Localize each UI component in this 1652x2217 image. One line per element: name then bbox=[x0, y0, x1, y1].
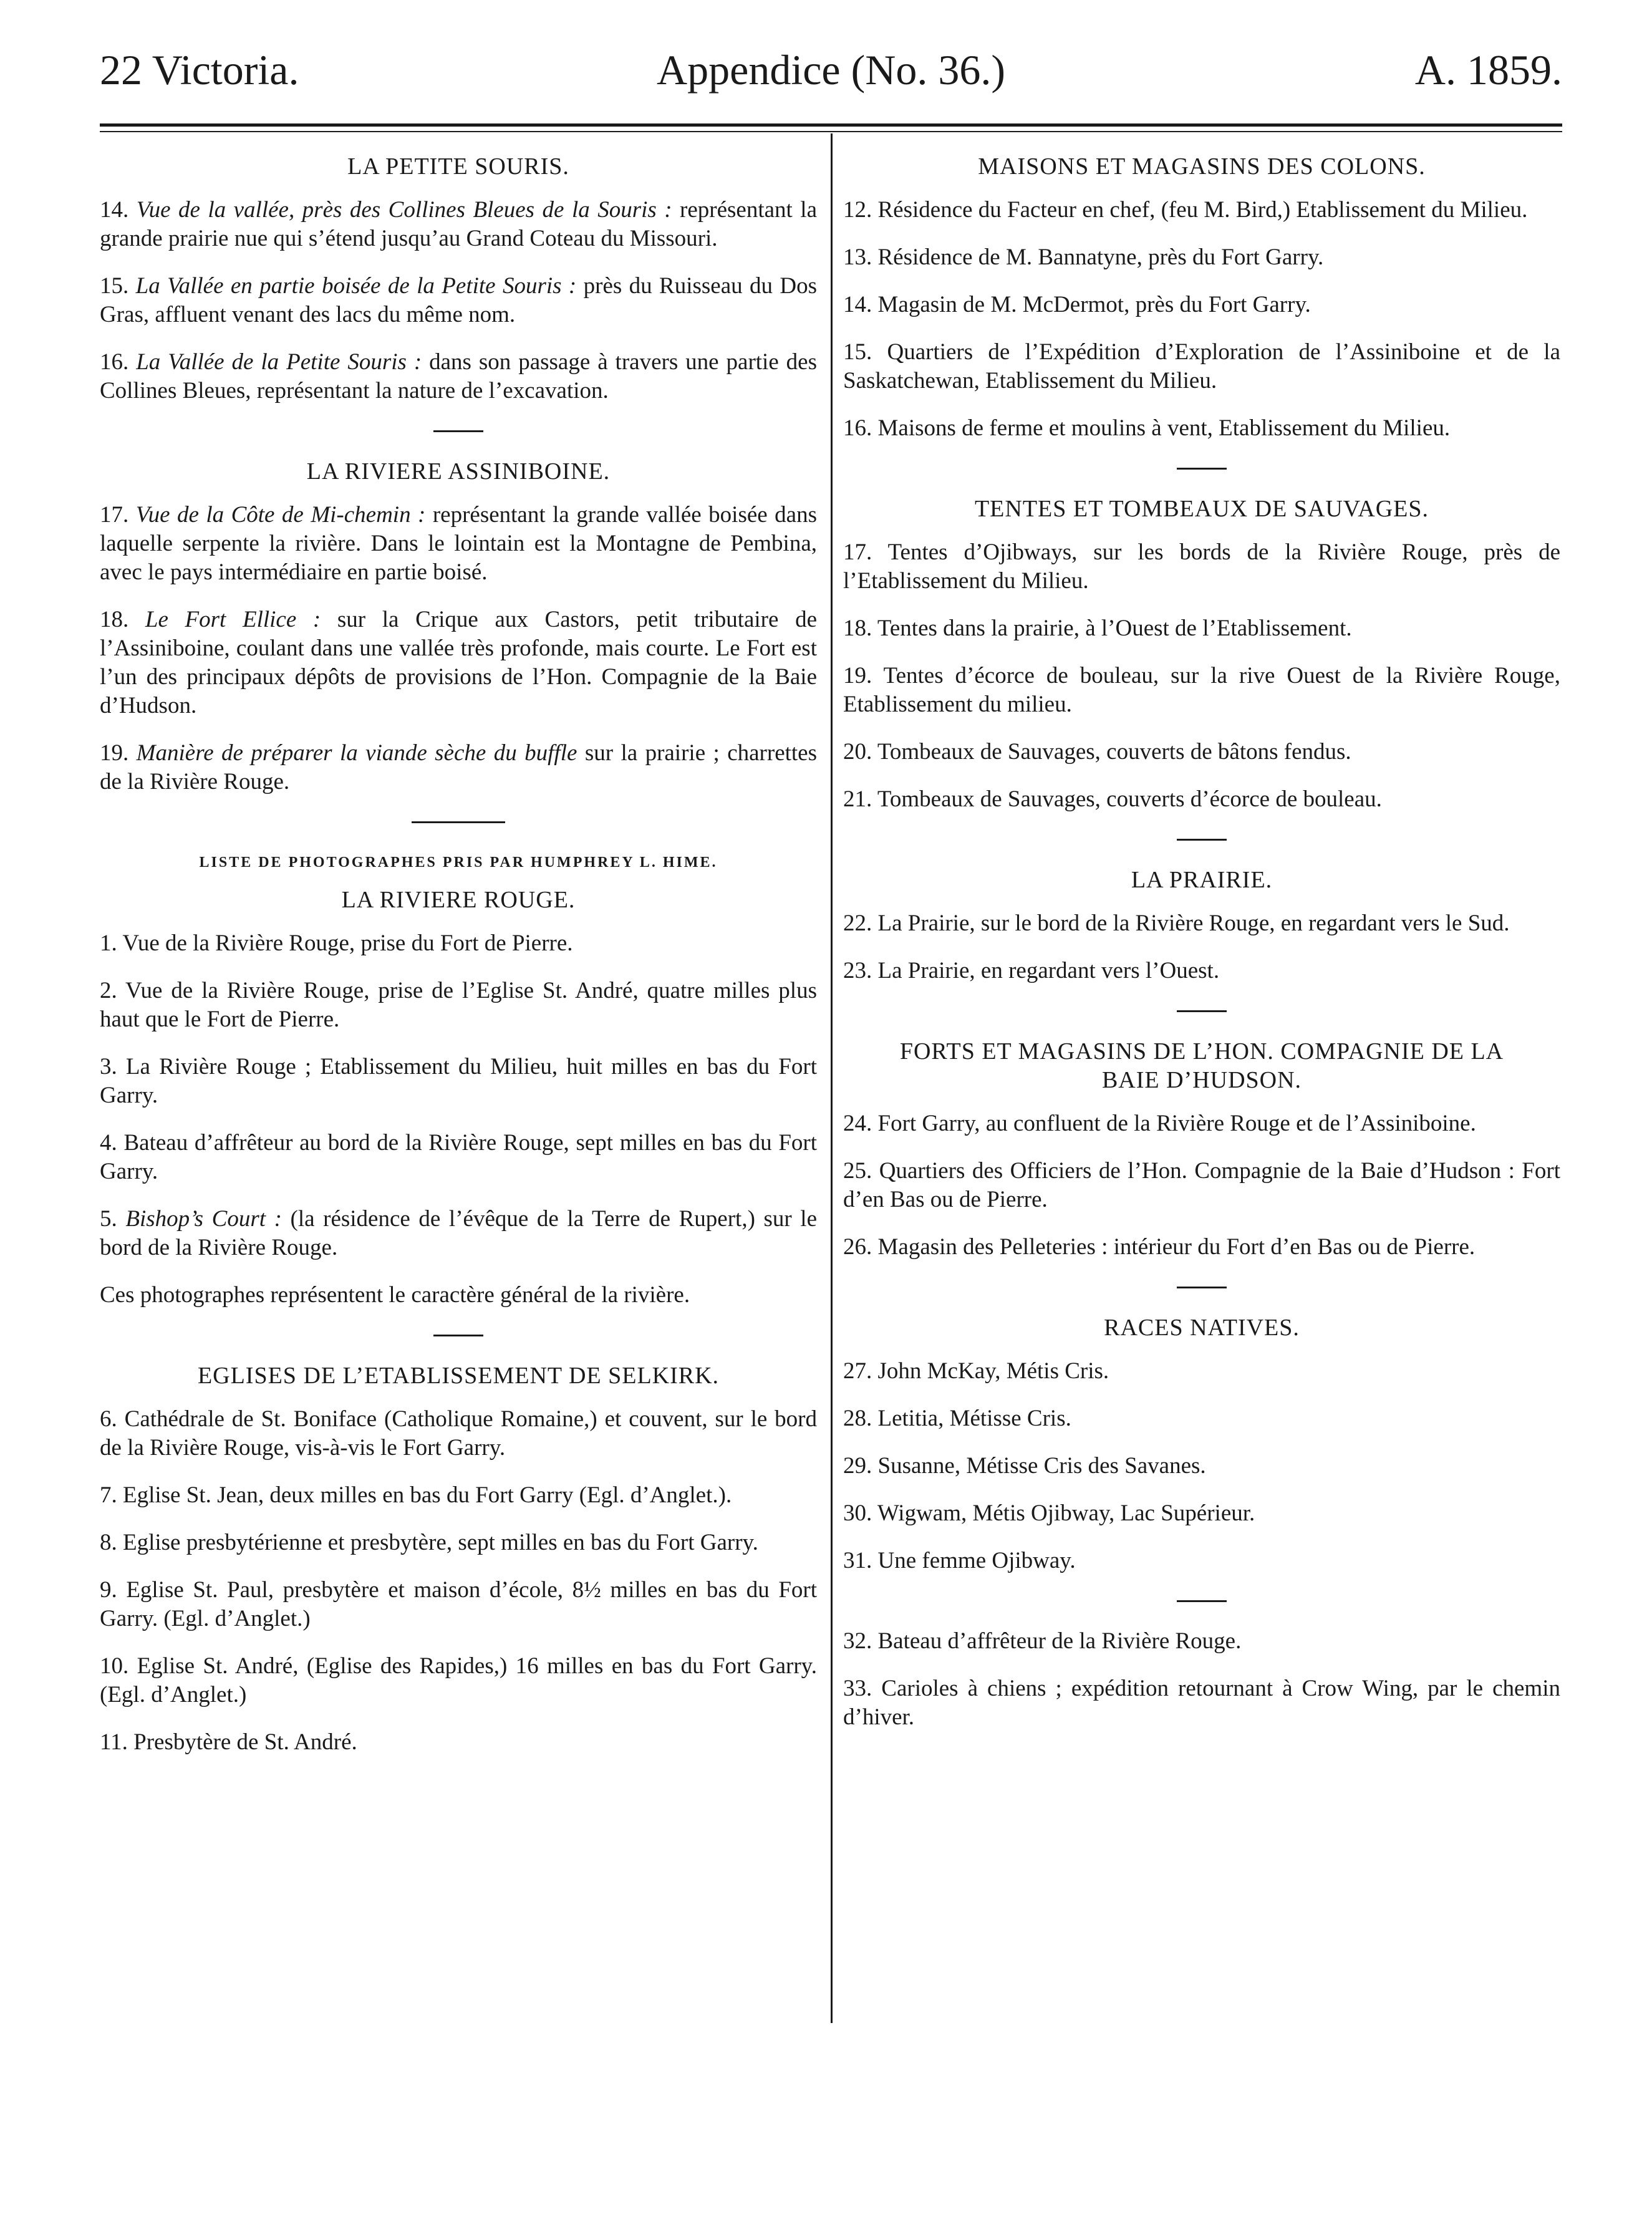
item-number: 27. bbox=[843, 1358, 872, 1384]
list-item bbox=[843, 1674, 1560, 1732]
list-item bbox=[843, 196, 1560, 225]
item-italic-title: Bishop’s Court : bbox=[125, 1206, 282, 1232]
list-item bbox=[100, 1529, 817, 1557]
item-text: La Rivière Rouge ; Etablissement du Milieu, huit milles en bas du Fort Garry. bbox=[100, 1054, 817, 1108]
section-separator bbox=[433, 1335, 483, 1336]
item-number: 8. bbox=[100, 1530, 117, 1555]
section-title-races: RACES NATIVES. bbox=[1104, 1315, 1300, 1341]
item-number: 18. bbox=[843, 616, 872, 641]
item-text: Bateau d’affrêteur de la Rivière Rouge. bbox=[877, 1628, 1242, 1654]
list-item bbox=[843, 1157, 1560, 1214]
list-item bbox=[843, 1357, 1560, 1386]
list-item bbox=[843, 785, 1560, 814]
list-item bbox=[843, 909, 1560, 938]
item-number: 22. bbox=[843, 910, 872, 936]
section-title-riviere-rouge: LA RIVIERE ROUGE. bbox=[341, 887, 576, 913]
item-text: dans son passage à travers une partie des Collines Bleues, représentant la nature de l’excavation. bbox=[100, 349, 817, 403]
list-item bbox=[843, 1233, 1560, 1262]
item-text: (la résidence de l’évêque de la Terre de Rupert,) sur le bord de la Rivière Rouge. bbox=[100, 1206, 817, 1260]
item-number: 16. bbox=[843, 415, 872, 441]
item-text: La Prairie, sur le bord de la Rivière Rouge, en regardant vers le Sud. bbox=[877, 910, 1510, 936]
list-item bbox=[100, 977, 817, 1034]
item-text: Tombeaux de Sauvages, couverts d’écorce de bouleau. bbox=[877, 786, 1382, 812]
section-separator bbox=[1177, 1010, 1227, 1012]
list-item bbox=[100, 1053, 817, 1110]
item-text: représentant la grande vallée boisée dans laquelle serpente la rivière. Dans le lointain est la Montagne de Pembina, avec le pays intermédiaire en partie boisé. bbox=[100, 502, 817, 585]
item-number: 9. bbox=[100, 1577, 117, 1603]
list-item bbox=[100, 1652, 817, 1709]
item-text: sur la Crique aux Castors, petit tributaire de l’Assiniboine, coulant dans une vallée très profonde, mais courte. Le Fort est l’un des principaux dépôts de provisions de l’Hon. Compagnie de la Baie d’Hudson. bbox=[100, 607, 817, 718]
item-text: Fort Garry, au confluent de la Rivière Rouge et de l’Assiniboine. bbox=[877, 1111, 1476, 1136]
section-title-forts-line2: BAIE D’HUDSON. bbox=[1101, 1067, 1302, 1093]
list-item bbox=[843, 1627, 1560, 1656]
item-number: 15. bbox=[843, 339, 872, 365]
section-separator bbox=[412, 821, 505, 823]
item-italic-title: Le Fort Ellice : bbox=[145, 607, 321, 632]
section-title-forts bbox=[843, 1037, 1560, 1094]
list-item bbox=[100, 501, 817, 587]
list-item bbox=[843, 414, 1560, 443]
item-text: Magasin des Pelleteries : intérieur du Fort d’en Bas ou de Pierre. bbox=[877, 1234, 1476, 1260]
item-text: Résidence du Facteur en chef, (feu M. Bird,) Etablissement du Milieu. bbox=[877, 197, 1528, 223]
section-separator bbox=[1177, 839, 1227, 841]
section-title-forts-line1: FORTS ET MAGASINS DE L’HON. COMPAGNIE DE LA bbox=[899, 1038, 1504, 1065]
column-divider bbox=[831, 133, 833, 2023]
item-text: Presbytère de St. André. bbox=[133, 1729, 357, 1755]
item-number: 16. bbox=[100, 349, 129, 375]
list-item bbox=[843, 1452, 1560, 1480]
item-text: Vue de la Rivière Rouge, prise du Fort de Pierre. bbox=[122, 930, 573, 956]
section-separator bbox=[1177, 1287, 1227, 1288]
list-item bbox=[843, 614, 1560, 643]
item-text: Quartiers des Officiers de l’Hon. Compagnie de la Baie d’Hudson : Fort d’en Bas ou de Pierre. bbox=[843, 1158, 1560, 1212]
item-number: 20. bbox=[843, 739, 872, 765]
item-text: Une femme Ojibway. bbox=[877, 1548, 1076, 1573]
item-text: Tombeaux de Sauvages, couverts de bâtons fendus. bbox=[877, 739, 1351, 765]
item-number: 31. bbox=[843, 1548, 872, 1573]
section-title-tentes: TENTES ET TOMBEAUX DE SAUVAGES. bbox=[974, 496, 1429, 522]
item-italic-title: La Vallée en partie boisée de la Petite Souris : bbox=[135, 273, 577, 299]
section-title-prairie: LA PRAIRIE. bbox=[1131, 867, 1273, 893]
item-number: 4. bbox=[100, 1130, 117, 1156]
item-text: Eglise presbytérienne et presbytère, sept milles en bas du Fort Garry. bbox=[123, 1530, 758, 1555]
list-item bbox=[100, 1405, 817, 1462]
item-number: 24. bbox=[843, 1111, 872, 1136]
list-item bbox=[843, 957, 1560, 985]
item-italic-title: La Vallée de la Petite Souris : bbox=[136, 349, 422, 375]
item-text: John McKay, Métis Cris. bbox=[877, 1358, 1109, 1384]
list-item bbox=[100, 929, 817, 958]
section-separator bbox=[433, 430, 483, 432]
section-title-assiniboine: LA RIVIERE ASSINIBOINE. bbox=[306, 458, 611, 485]
list-item bbox=[843, 1547, 1560, 1575]
list-item bbox=[100, 739, 817, 796]
list-item bbox=[100, 1481, 817, 1510]
item-number: 18. bbox=[100, 607, 129, 632]
list-item bbox=[100, 606, 817, 720]
section-title-petite-souris: LA PETITE SOURIS. bbox=[347, 153, 569, 180]
section-title-eglises: EGLISES DE L’ETABLISSEMENT DE SELKIRK. bbox=[197, 1363, 720, 1389]
item-number: 10. bbox=[100, 1653, 129, 1679]
item-number: 33. bbox=[843, 1676, 872, 1701]
left-column bbox=[100, 143, 817, 1775]
item-number: 5. bbox=[100, 1206, 117, 1232]
item-number: 12. bbox=[843, 197, 872, 223]
header-year: A. 1859. bbox=[1414, 46, 1562, 94]
list-item bbox=[100, 196, 817, 253]
item-number: 32. bbox=[843, 1628, 872, 1654]
item-number: 30. bbox=[843, 1500, 872, 1526]
item-text: Bateau d’affrêteur au bord de la Rivière Rouge, sept milles en bas du Fort Garry. bbox=[100, 1130, 817, 1184]
item-text: Cathédrale de St. Boniface (Catholique Romaine,) et couvent, sur le bord de la Rivière Rouge, vis-à-vis le Fort Garry. bbox=[100, 1406, 818, 1461]
item-number: 21. bbox=[843, 786, 872, 812]
list-item bbox=[100, 348, 817, 405]
section-separator bbox=[1177, 468, 1227, 470]
item-number: 17. bbox=[843, 539, 872, 565]
header-session: 22 Victoria. bbox=[100, 46, 299, 94]
item-italic-title: Vue de la Côte de Mi-chemin : bbox=[135, 502, 426, 528]
item-italic-title: Vue de la vallée, près des Collines Bleues de la Souris : bbox=[136, 197, 672, 223]
item-text: sur la prairie ; charrettes de la Rivière Rouge. bbox=[100, 740, 817, 795]
item-text: La Prairie, en regardant vers l’Ouest. bbox=[877, 958, 1220, 983]
item-number: 7. bbox=[100, 1482, 117, 1508]
item-number: 19. bbox=[843, 663, 872, 688]
section-separator bbox=[1177, 1600, 1227, 1602]
list-item bbox=[100, 1728, 817, 1757]
item-text: près du Ruisseau du Dos Gras, affluent venant des lacs du même nom. bbox=[100, 273, 818, 327]
list-item bbox=[843, 1109, 1560, 1138]
item-number: 14. bbox=[843, 292, 872, 317]
section-note: Ces photographes représentent le caractère général de la rivière. bbox=[100, 1282, 690, 1308]
item-number: 2. bbox=[100, 978, 117, 1003]
item-number: 23. bbox=[843, 958, 872, 983]
item-number: 3. bbox=[100, 1054, 117, 1080]
item-text: Wigwam, Métis Ojibway, Lac Supérieur. bbox=[877, 1500, 1255, 1526]
list-item bbox=[843, 243, 1560, 272]
list-item bbox=[100, 1205, 817, 1262]
page-header bbox=[100, 45, 1562, 101]
item-number: 17. bbox=[100, 502, 129, 528]
item-text: Résidence de M. Bannatyne, près du Fort Garry. bbox=[877, 244, 1324, 270]
item-text: Tentes d’Ojibways, sur les bords de la Rivière Rouge, près de l’Etablissement du Milieu. bbox=[843, 539, 1560, 594]
item-number: 25. bbox=[843, 1158, 872, 1184]
list-item bbox=[843, 738, 1560, 766]
item-text: Tentes d’écorce de bouleau, sur la rive Ouest de la Rivière Rouge, Etablissement du milieu. bbox=[843, 663, 1560, 717]
list-item bbox=[843, 338, 1560, 395]
item-number: 19. bbox=[100, 740, 129, 766]
item-text: Carioles à chiens ; expédition retournant à Crow Wing, par le chemin d’hiver. bbox=[843, 1676, 1560, 1730]
header-rule-thin bbox=[100, 131, 1562, 132]
item-text: Susanne, Métisse Cris des Savanes. bbox=[877, 1453, 1206, 1479]
list-item bbox=[843, 1404, 1560, 1433]
item-text: Eglise St. Jean, deux milles en bas du Fort Garry (Egl. d’Anglet.). bbox=[123, 1482, 732, 1508]
section-title-maisons: MAISONS ET MAGASINS DES COLONS. bbox=[978, 153, 1426, 180]
item-text: Magasin de M. McDermot, près du Fort Garry. bbox=[877, 292, 1311, 317]
item-text: Tentes dans la prairie, à l’Ouest de l’Etablissement. bbox=[877, 616, 1352, 641]
list-item bbox=[843, 662, 1560, 719]
item-text: Quartiers de l’Expédition d’Exploration de l’Assiniboine et de la Saskatchewan, Etablissement du Milieu. bbox=[843, 339, 1561, 394]
item-number: 13. bbox=[843, 244, 872, 270]
item-italic-title: Manière de préparer la viande sèche du buffle bbox=[136, 740, 577, 766]
item-text: Maisons de ferme et moulins à vent, Etablissement du Milieu. bbox=[877, 415, 1451, 441]
header-title: Appendice (No. 36.) bbox=[657, 46, 1005, 94]
item-number: 26. bbox=[843, 1234, 872, 1260]
list-item bbox=[100, 272, 817, 329]
list-item bbox=[843, 1499, 1560, 1528]
list-item bbox=[843, 538, 1560, 596]
list-item bbox=[100, 1576, 817, 1633]
item-number: 15. bbox=[100, 273, 129, 299]
item-number: 28. bbox=[843, 1406, 872, 1431]
photographer-list-heading: LISTE DE PHOTOGRAPHES PRIS PAR HUMPHREY L. HIME. bbox=[199, 854, 718, 871]
header-rule-thick bbox=[100, 123, 1562, 127]
item-number: 14. bbox=[100, 197, 129, 223]
item-text: représentant la grande prairie nue qui s’étend jusqu’au Grand Coteau du Missouri. bbox=[100, 197, 818, 251]
item-text: Eglise St. Paul, presbytère et maison d’école, 8½ milles en bas du Fort Garry. (Egl. d’Anglet.) bbox=[100, 1577, 817, 1631]
item-text: Letitia, Métisse Cris. bbox=[877, 1406, 1071, 1431]
right-column bbox=[843, 143, 1560, 1751]
item-text: Vue de la Rivière Rouge, prise de l’Eglise St. André, quatre milles plus haut que le Fort de Pierre. bbox=[100, 978, 817, 1032]
item-text: Eglise St. André, (Eglise des Rapides,) 16 milles en bas du Fort Garry. (Egl. d’Anglet.) bbox=[100, 1653, 818, 1707]
item-number: 29. bbox=[843, 1453, 872, 1479]
list-item bbox=[843, 291, 1560, 319]
item-number: 11. bbox=[100, 1729, 128, 1755]
list-item bbox=[100, 1129, 817, 1186]
item-number: 6. bbox=[100, 1406, 117, 1432]
item-number: 1. bbox=[100, 930, 117, 956]
